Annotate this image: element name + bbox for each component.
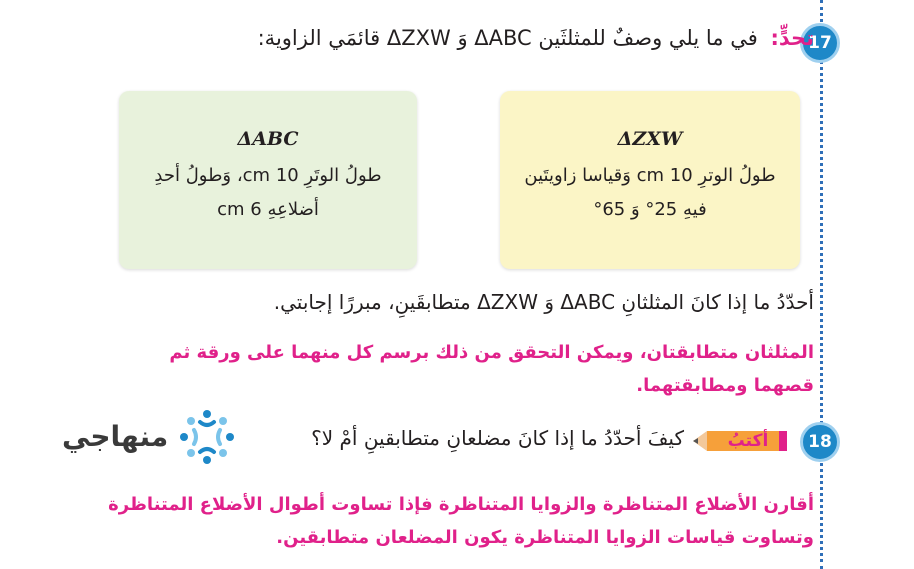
- answer-18: أقارن الأضلاع المتناظرة والزوايا المتناظرة فإذا تساوت أطوال الأضلاع المتناظرة وتساوت قياسات الزوايا المتناظرة يكون المضلعان متطابقين.: [108, 494, 814, 549]
- triangle-zxw-card: [500, 91, 800, 269]
- answer-17: المثلثان متطابقتان، ويمكن التحقق من ذلك برسم كل منهما على ورقة ثم قصهما ومطابقتهما.: [169, 342, 814, 397]
- card-line: طولُ الوترِ 10 cm وَقياسا زاويتَين: [524, 165, 776, 187]
- triangle-abc-card: [119, 91, 417, 269]
- margin-dotted-line: [820, 0, 823, 569]
- people-circle-icon: [176, 406, 238, 468]
- question-17-number: 17: [800, 23, 840, 63]
- question-18-text: كيفَ أحدّدُ ما إذا كانَ مضلعانِ متطابقينِ أمْ لا؟: [311, 426, 684, 450]
- question-17-task: أحدّدُ ما إذا كانَ المثلثانِ ΔABC وَ ΔZXW متطابقَينِ، مبررًا إجابتي.: [273, 290, 814, 314]
- card-title: ΔZXW: [617, 128, 683, 150]
- write-tag: أكتبُ: [727, 431, 769, 451]
- card-title: ΔABC: [237, 128, 299, 150]
- question-18-number: 18: [800, 422, 840, 462]
- card-line: فيهِ 25° وَ 65°: [593, 199, 707, 221]
- question-17: [258, 26, 814, 50]
- card-line: أضلاعِهِ 6 cm: [217, 199, 319, 221]
- card-line: طولُ الوتَرِ 10 cm، وَطولُ أحدِ: [154, 165, 382, 187]
- question-17-text: في ما يلي وصفٌ للمثلثَين ΔABC وَ ΔZXW قائمَي الزاوية:: [257, 26, 758, 50]
- logo-text: منهاجي: [62, 420, 169, 453]
- challenge-label: تحدٍّ:: [770, 26, 814, 50]
